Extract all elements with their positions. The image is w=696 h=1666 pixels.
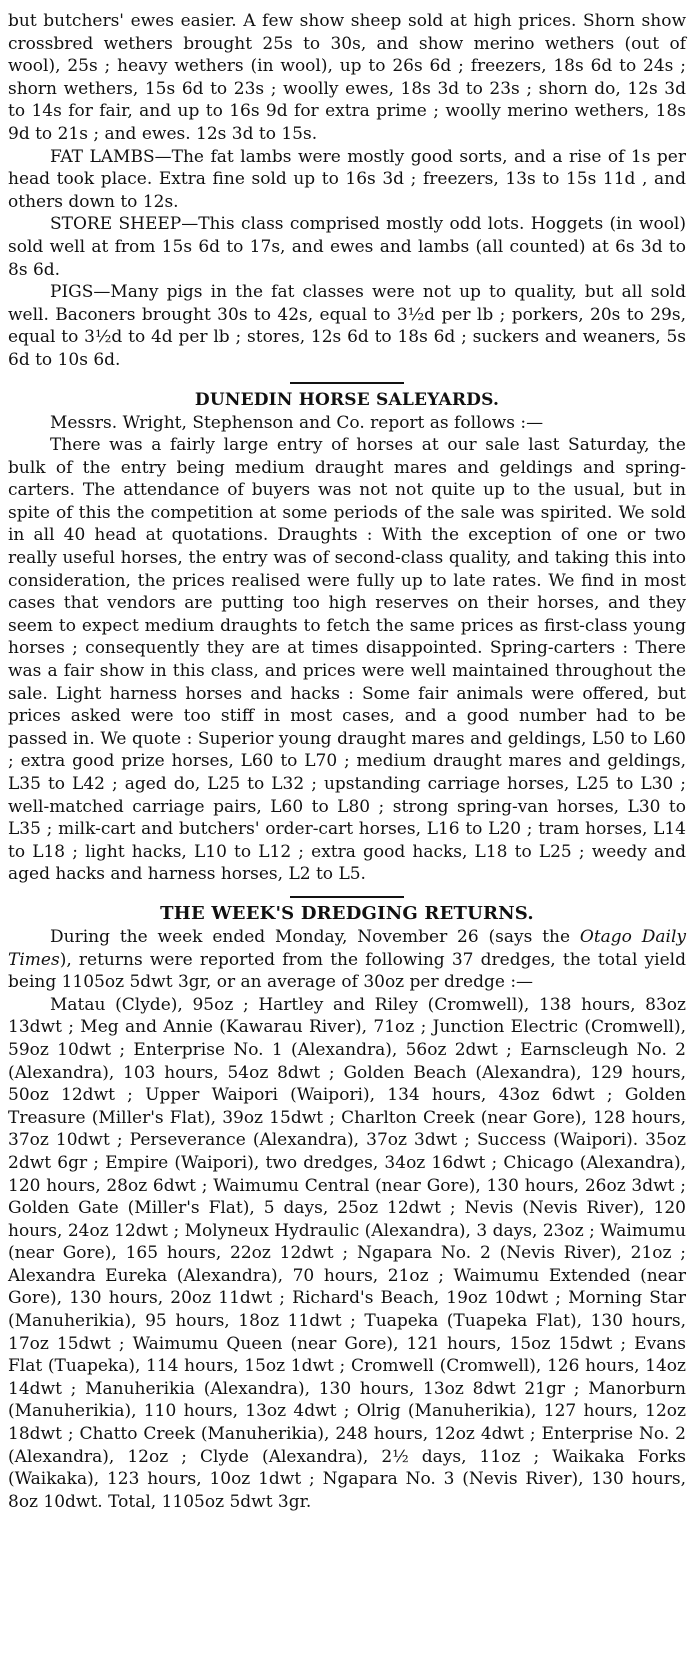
pigs-paragraph: PIGS—Many pigs in the fat classes were not up to quality, but all sold well. Baconers brought 30s to 42s, equal to 3½d per lb ; porkers, 20s to 29s, equal to 3½d to 4d per lb ; stores, 12s 6d to 18s 6d ; suckers and weaners, 5s 6d to 10s 6d.	[8, 282, 686, 370]
fat-lambs-paragraph: FAT LAMBS—The fat lambs were mostly good sorts, and a rise of 1s per head took place. Extra fine sold up to 16s 3d ; freezers, 13s to 15s 11d , and others down to 12s.	[8, 146, 686, 212]
sheep-market-section	[8, 10, 686, 372]
dredging-returns-intro	[8, 926, 686, 994]
dredging-intro-after: ), returns were reported from the following 37 dredges, the total yield being 1105oz 5dwt 3gr, or an average of 30oz per dredge :—	[8, 949, 686, 993]
horse-report-intro: Messrs. Wright, Stephenson and Co. report as follows :—	[50, 412, 544, 433]
newspaper-name: Otago Daily Times	[8, 926, 687, 970]
section-divider	[290, 896, 404, 898]
horse-saleyards-section	[8, 382, 686, 886]
store-sheep-paragraph: STORE SHEEP—This class comprised mostly odd lots. Hoggets (in wool) sold well at from 15s 6d to 17s, and ewes and lambs (all counted) at 6s 3d to 8s 6d.	[8, 214, 686, 280]
sheep-market-paragraph-1: but butchers' ewes easier. A few show sheep sold at high prices. Shorn show crossbred wethers brought 25s to 30s, and show merino wethers (out of wool), 25s ; heavy wethers (in wool), up to 26s 6d ; freezers, 18s 6d to 24s ; shorn wethers, 15s 6d to 23s ; woolly ewes, 18s 3d to 23s ; shorn do, 12s 3d to 14s for fair, and up to 16s 9d for extra prime ; woolly merino wethers, 18s 9d to 21s ; and ewes. 12s 3d to 15s.	[8, 11, 686, 144]
horse-report-paragraph: There was a fairly large entry of horses at our sale last Saturday, the bulk of the entry being medium draught mares and geldings and spring-carters. The attendance of buyers was not not quite up to the usual, but in spite of this the competition at some periods of the sale was spirited. We sold in all 40 head at quotations. Draughts : With the exception of one or two really useful horses, the entry was of second-class quality, and taking this into consideration, the prices realised were fully up to late rates. We find in most cases that vendors are putting too high reserves on their horses, and they seem to expect medium draughts to fetch the same prices as first-class young horses ; consequently they are at times disappointed. Spring-carters : There was a fair show in this class, and prices were well maintained throughout the sale. Light harness horses and hacks : Some fair animals were offered, but prices asked were too stiff in most cases, and a good number had to be passed in. We quote : Superior young draught mares and geldings, L50 to L60 ; extra good prize horses, L60 to L70 ; medium draught mares and geldings, L35 to L42 ; aged do, L25 to L32 ; upstanding carriage horses, L25 to L30 ; well-matched carriage pairs, L60 to L80 ; strong spring-van horses, L30 to L35 ; milk-cart and butchers' order-cart horses, L16 to L20 ; tram horses, L14 to L18 ; light hacks, L10 to L12 ; extra good hacks, L18 to L25 ; weedy and aged hacks and harness horses, L2 to L5.	[8, 435, 686, 885]
dredging-returns-list: Matau (Clyde), 95oz ; Hartley and Riley (Cromwell), 138 hours, 83oz 13dwt ; Meg and Annie (Kawarau River), 71oz ; Junction Electric (Cromwell), 59oz 10dwt ; Enterprise No. 1 (Alexandra), 56oz 2dwt ; Earnscleugh No. 2 (Alexandra), 103 hours, 54oz 8dwt ; Golden Beach (Alexandra), 129 hours, 50oz 12dwt ; Upper Waipori (Waipori), 134 hours, 43oz 6dwt ; Golden Treasure (Miller's Flat), 39oz 15dwt ; Charlton Creek (near Gore), 128 hours, 37oz 10dwt ; Perseverance (Alexandra), 37oz 3dwt ; Success (Waipori). 35oz 2dwt 6gr ; Empire (Waipori), two dredges, 34oz 16dwt ; Chicago (Alexandra), 120 hours, 28oz 6dwt ; Waimumu Central (near Gore), 130 hours, 26oz 3dwt ; Golden Gate (Miller's Flat), 5 days, 25oz 12dwt ; Nevis (Nevis River), 120 hours, 24oz 12dwt ; Molyneux Hydraulic (Alexandra), 3 days, 23oz ; Waimumu (near Gore), 165 hours, 22oz 12dwt ; Ngapara No. 2 (Nevis River), 21oz ; Alexandra Eureka (Alexandra), 70 hours, 21oz ; Waimumu Extended (near Gore), 130 hours, 20oz 11dwt ; Richard's Beach, 19oz 10dwt ; Morning Star (Manuherikia), 95 hours, 18oz 11dwt ; Tuapeka (Tuapeka Flat), 130 hours, 17oz 15dwt ; Waimumu Queen (near Gore), 121 hours, 15oz 15dwt ; Evans Flat (Tuapeka), 114 hours, 15oz 1dwt ; Cromwell (Cromwell), 126 hours, 14oz 14dwt ; Manuherikia (Alexandra), 130 hours, 13oz 8dwt 21gr ; Manorburn (Manuherikia), 110 hours, 13oz 4dwt ; Olrig (Manuherikia), 127 hours, 12oz 18dwt ; Chatto Creek (Manuherikia), 248 hours, 12oz 4dwt ; Enterprise No. 2 (Alexandra), 12oz ; Clyde (Alexandra), 2½ days, 11oz ; Waikaka Forks (Waikaka), 123 hours, 10oz 1dwt ; Ngapara No. 3 (Nevis River), 130 hours, 8oz 10dwt. Total, 1105oz 5dwt 3gr.	[8, 994, 686, 1512]
dredging-returns-heading: THE WEEK'S DREDGING RETURNS.	[160, 902, 534, 924]
dredging-returns-section	[8, 896, 686, 1513]
section-divider	[290, 382, 404, 384]
horse-saleyards-heading: DUNEDIN HORSE SALEYARDS.	[194, 389, 500, 410]
dredging-intro-before: During the week ended Monday, November 26 (says the	[50, 926, 580, 947]
